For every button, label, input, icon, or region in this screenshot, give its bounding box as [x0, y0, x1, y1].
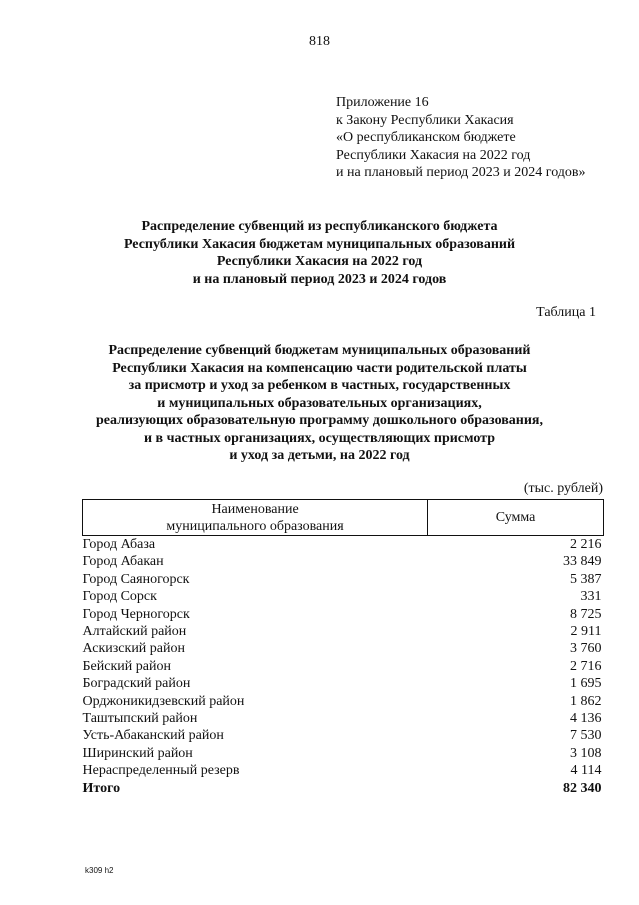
row-value: 5 387 — [570, 571, 602, 587]
table-row — [83, 606, 604, 623]
row-value: 1 695 — [570, 676, 602, 692]
appendix-line: и на плановый период 2023 и 2024 годов» — [336, 165, 586, 181]
table-row — [83, 658, 604, 675]
table-row — [83, 745, 604, 762]
row-name: Город Сорск — [82, 589, 157, 605]
appendix-line: к Закону Республики Хакасия — [336, 112, 514, 128]
row-name: Нераспределенный резерв — [82, 763, 240, 779]
row-name: Ширинский район — [82, 745, 193, 761]
row-name: Алтайский район — [82, 624, 187, 640]
row-name: Аскизский район — [82, 641, 185, 657]
row-name: Город Саяногорск — [82, 571, 190, 587]
row-value: 33 849 — [563, 554, 602, 570]
table-row — [83, 571, 604, 588]
total-value: 82 340 — [563, 780, 602, 796]
table-row — [83, 588, 604, 605]
table-row — [83, 553, 604, 570]
units-label: (тыс. рублей) — [523, 481, 603, 496]
row-value: 4 114 — [570, 763, 602, 779]
row-value: 331 — [580, 589, 602, 605]
row-name: Усть-Абаканский район — [82, 728, 224, 744]
table-row — [83, 710, 604, 727]
table-row — [83, 693, 604, 710]
appendix-line: Республики Хакасия на 2022 год — [336, 147, 531, 163]
row-name: Город Абаза — [82, 537, 156, 552]
row-value: 3 108 — [570, 745, 602, 761]
row-name: Бейский район — [82, 658, 171, 674]
table-title-line: за присмотр и уход за ребенком в частных, государственных — [128, 378, 511, 393]
row-name: Орджоникидзевский район — [82, 693, 245, 709]
header-name — [83, 500, 428, 536]
subvention-table — [82, 499, 604, 797]
table-title-line: Распределение субвенций бюджетам муниципальных образований — [108, 343, 531, 358]
row-value: 8 725 — [570, 606, 602, 622]
table-title-line: Республики Хакасия на компенсацию части родительской платы — [112, 360, 527, 376]
page-number: 818 — [309, 34, 330, 49]
title-line: Распределение субвенций из республиканского бюджета — [141, 219, 498, 234]
row-value: 4 136 — [570, 711, 602, 727]
row-value: 2 911 — [570, 624, 602, 640]
header-name-line1: Наименование — [211, 501, 299, 517]
footer-code: k309 h2 — [85, 866, 114, 875]
table-title — [0, 342, 639, 465]
table-row — [83, 675, 604, 692]
row-name: Таштыпский район — [82, 711, 198, 727]
table-row — [83, 623, 604, 640]
table-header-row — [83, 500, 604, 536]
document-title — [0, 218, 639, 288]
table-row — [83, 727, 604, 744]
row-value: 2 716 — [570, 658, 602, 674]
title-line: и на плановый период 2023 и 2024 годов — [192, 271, 447, 287]
table-total-row — [83, 780, 604, 797]
title-line: Республики Хакасия на 2022 год — [216, 254, 423, 269]
header-name-line2: муниципального образования — [166, 518, 344, 534]
table-title-line: и муниципальных образовательных организациях, — [157, 395, 482, 411]
row-name: Боградский район — [82, 676, 191, 692]
table-title-line: и уход за детьми, на 2022 год — [229, 448, 410, 463]
row-name: Город Абакан — [82, 554, 164, 570]
row-value: 2 216 — [570, 537, 602, 552]
row-value: 1 862 — [570, 693, 602, 709]
row-value: 7 530 — [570, 728, 602, 744]
appendix-line: Приложение 16 — [336, 95, 429, 110]
table-row — [83, 536, 604, 554]
table-number-label: Таблица 1 — [536, 305, 596, 320]
table-row — [83, 640, 604, 657]
title-line: Республики Хакасия бюджетам муниципальных образований — [123, 236, 516, 252]
row-value: 3 760 — [570, 641, 602, 657]
total-label: Итого — [82, 780, 121, 796]
table-row — [83, 762, 604, 779]
appendix-header — [336, 94, 586, 182]
row-name: Город Черногорск — [82, 606, 190, 622]
appendix-line: «О республиканском бюджете — [336, 130, 516, 146]
table-title-line: реализующих образовательную программу дошкольного образования, — [95, 413, 543, 428]
table-title-line: и в частных организациях, осуществляющих присмотр — [143, 430, 496, 446]
header-sum: Сумма — [428, 500, 604, 536]
